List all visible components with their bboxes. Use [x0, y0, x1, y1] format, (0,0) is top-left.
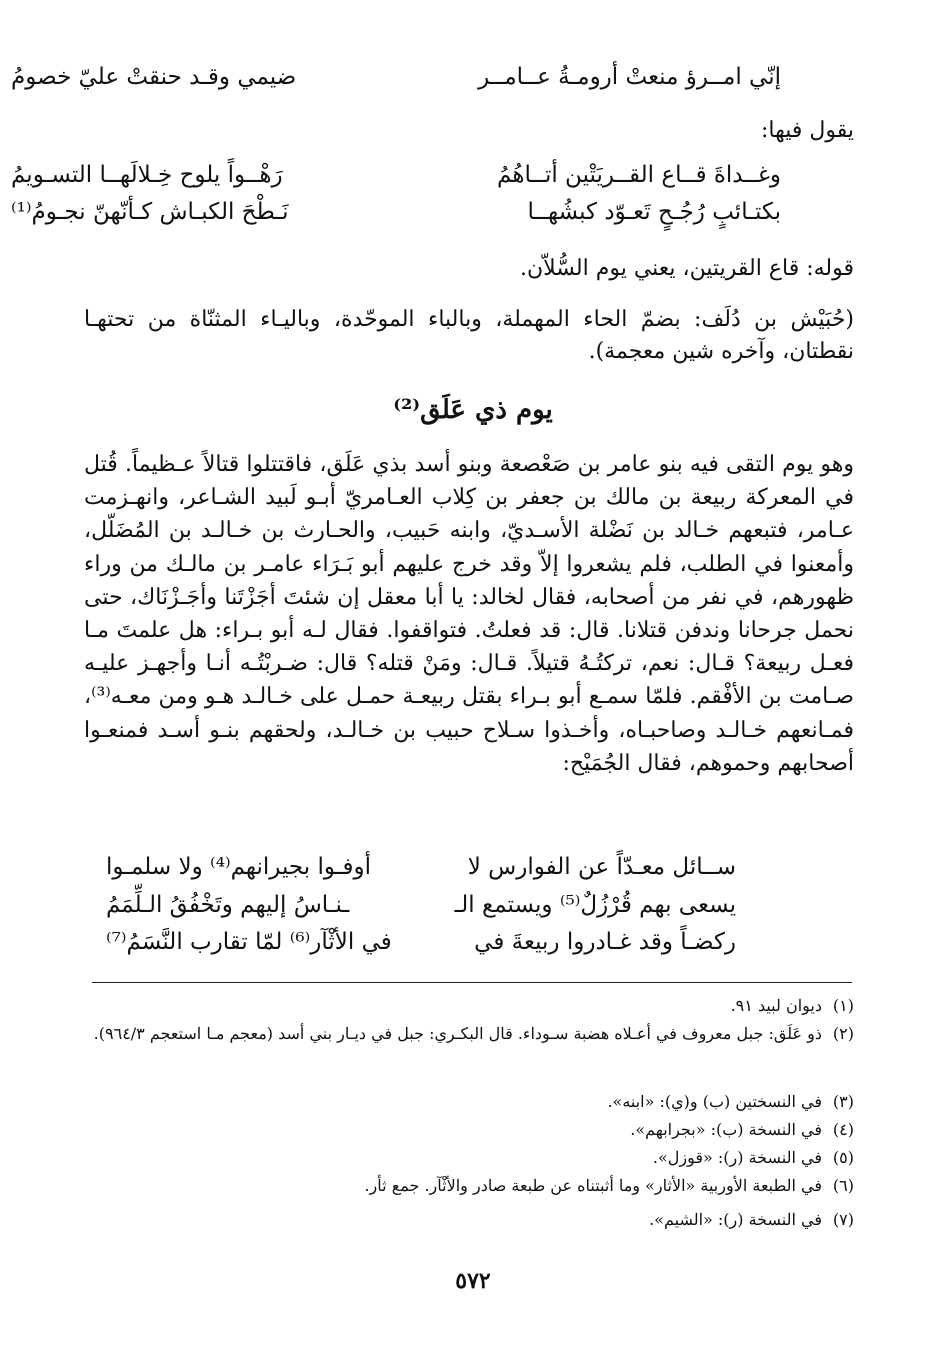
- qawluh-line: قوله: قاع القريتين، يعني يوم السُّلاّن.: [520, 256, 854, 281]
- intro-line: يقول فيها:: [760, 118, 854, 143]
- verse-end-1: [106, 852, 736, 882]
- verse-hemistich-first: يسعى بهم قُرْزُلٌ⁽⁵⁾ ويستمع الـ: [454, 892, 736, 918]
- verse-hemistich-second: ضيمي وقـد حنقتْ عليّ خصومُ: [11, 64, 297, 90]
- footnote-number: (٢): [832, 1024, 854, 1043]
- footnote-1: [84, 994, 854, 1018]
- footnote-7: [84, 1208, 854, 1232]
- verse-gap: [406, 927, 436, 957]
- footnote-text: في النسختين (ب) و(ي): «ابنه».: [607, 1092, 822, 1111]
- verse-hemistich-second: رَهْــواً يلوح خِـلالَهــا التسـويمُ: [11, 162, 283, 188]
- verse-hemistich-second: ـنـاسُ إليهم وتَخْفُقُ الـلِّمَمُ: [106, 892, 350, 918]
- footnote-number: (١): [832, 996, 854, 1015]
- verse-hemistich-second: نَـطْحَ الكبـاش كـأنّهنّ نجـومُ⁽¹⁾: [11, 199, 289, 225]
- footnote-3: [84, 1090, 854, 1114]
- footnote-5: [84, 1146, 854, 1170]
- footnote-number: (٣): [832, 1092, 854, 1111]
- footnote-number: (٤): [832, 1120, 854, 1139]
- verse-mid-2: [11, 197, 781, 227]
- verse-gap: [406, 852, 436, 882]
- footnote-text: ديوان لبيد ٩١.: [730, 996, 822, 1015]
- verse-hemistich-first: وغــداةَ قــاع القــريَتْين أتــاهُمُ: [497, 162, 781, 188]
- footnote-4: [84, 1118, 854, 1142]
- footnote-number: (٥): [832, 1148, 854, 1167]
- footnote-text: في النسخة (ر): «قوزل».: [652, 1148, 822, 1167]
- footnote-text: في النسخة (ر): «الشيم».: [649, 1210, 822, 1229]
- footnote-6: [84, 1174, 854, 1198]
- footnote-text: في الطبعة الأوربية «الأثار» وما أثبتناه عن طبعة صادر والأثْآر. جمع ثأر.: [364, 1176, 822, 1195]
- verse-hemistich-first: ركضـاً وقد غـادروا ربيعةَ في: [474, 929, 736, 955]
- verse-end-3: [106, 927, 736, 957]
- section-heading: يوم ذي عَلَق⁽²⁾: [393, 395, 553, 425]
- verse-hemistich-second: أوفـوا بجيرانهم⁽⁴⁾ ولا سلمـوا: [106, 854, 371, 880]
- verse-hemistich-first: ســائل معـدّاً عن الفوارس لا: [467, 854, 736, 880]
- footnote-number: (٦): [832, 1176, 854, 1195]
- verse-mid-1: [11, 160, 781, 190]
- verse-hemistich-first: بكتـائبٍ رُجُـحٍ تَعـوّد كبشُهــا: [527, 199, 781, 225]
- footnote-text: ذو عَلَق: جبل معروف في أعـلاه هضبة سـوداء. قال البكـري: جبل في ديـار بني أسد (معجم مـا استعجم ٩٦٤/٣).: [93, 1024, 822, 1043]
- verse-hemistich-first: إنّي امــرؤ منعتْ أرومـةُ عــامــر: [478, 64, 781, 90]
- hubaysh-note: (حُبَيْش بن دُلَف: بضمّ الحاء المهملة، وبالباء الموحّدة، وباليـاء المثنّاة من تحتهـا نقطتان، وآخره شين معجمة).: [84, 307, 854, 364]
- footnote-text: في النسخة (ب): «بجرابهم».: [630, 1120, 822, 1139]
- footnote-2: [84, 1022, 854, 1046]
- verse-gap: [341, 160, 441, 190]
- verse-top: [11, 62, 781, 92]
- page-number: ٥٧٢: [455, 1268, 491, 1294]
- verse-gap: [341, 62, 441, 92]
- footnote-separator: [92, 982, 852, 983]
- verse-gap: [406, 890, 436, 920]
- main-paragraph: وهو يوم التقى فيه بنو عامر بن صَعْصعة وبنو أسد بذي عَلَق، فاقتتلوا قتالاً عـظيماً. قُتل في المعركة ربيعة بن مالك بن جعفر بن كِلاب العـامريّ أبـو لَبيد الشـاعر، وانهـزمت عـامر، فتبعهم خـالد بن نَضْلة الأسـديّ، وابنه حَبيب، والحـارث بن خـالـد بن المُضَلّل، وأمعنوا في الطلب، فلم يشعروا إلاّ وقد خرج عليهم أبو بَـرَاء عامـر بن مالـك من وراء ظهورهم، في نفر من أصحابه، فقال لخالد: يا أبا معقل إن شئتَ أجَزْتَنا وأجَـزْنَاك، حتى نحمل جرحانا وندفن قتلانا. قال: قد فعلتُ. فتواقفوا. فقال لـه أبو بـراء: هل علمتَ مـا فعـل ربيعة؟ قـال: نعم، تركتُـهُ قتيلاً. قـال: ومَنْ قتله؟ قال: ضـربْتُـه أنـا وأجهـز عليـه صـامت بن الأفْقم. فلمّا سمـع أبو بـراء بقتل ربيعـة حمـل على خـالـد هـو ومن معـه⁽³⁾، فمـانعهم خـالـد وصاحبـاه، وأخـذوا سـلاح حبيب بن خـالـد، ولحقهم بنـو أسـد فمنعـوا أصحابهم وحموهم، فقال الجُمَيْح:: [84, 452, 854, 776]
- verse-hemistich-second: في الأثْآر⁽⁶⁾ لمّا تقارب النَّسَمُ⁽⁷⁾: [106, 929, 392, 955]
- verse-end-2: [106, 890, 736, 920]
- footnote-number: (٧): [832, 1210, 854, 1229]
- verse-gap: [341, 197, 441, 227]
